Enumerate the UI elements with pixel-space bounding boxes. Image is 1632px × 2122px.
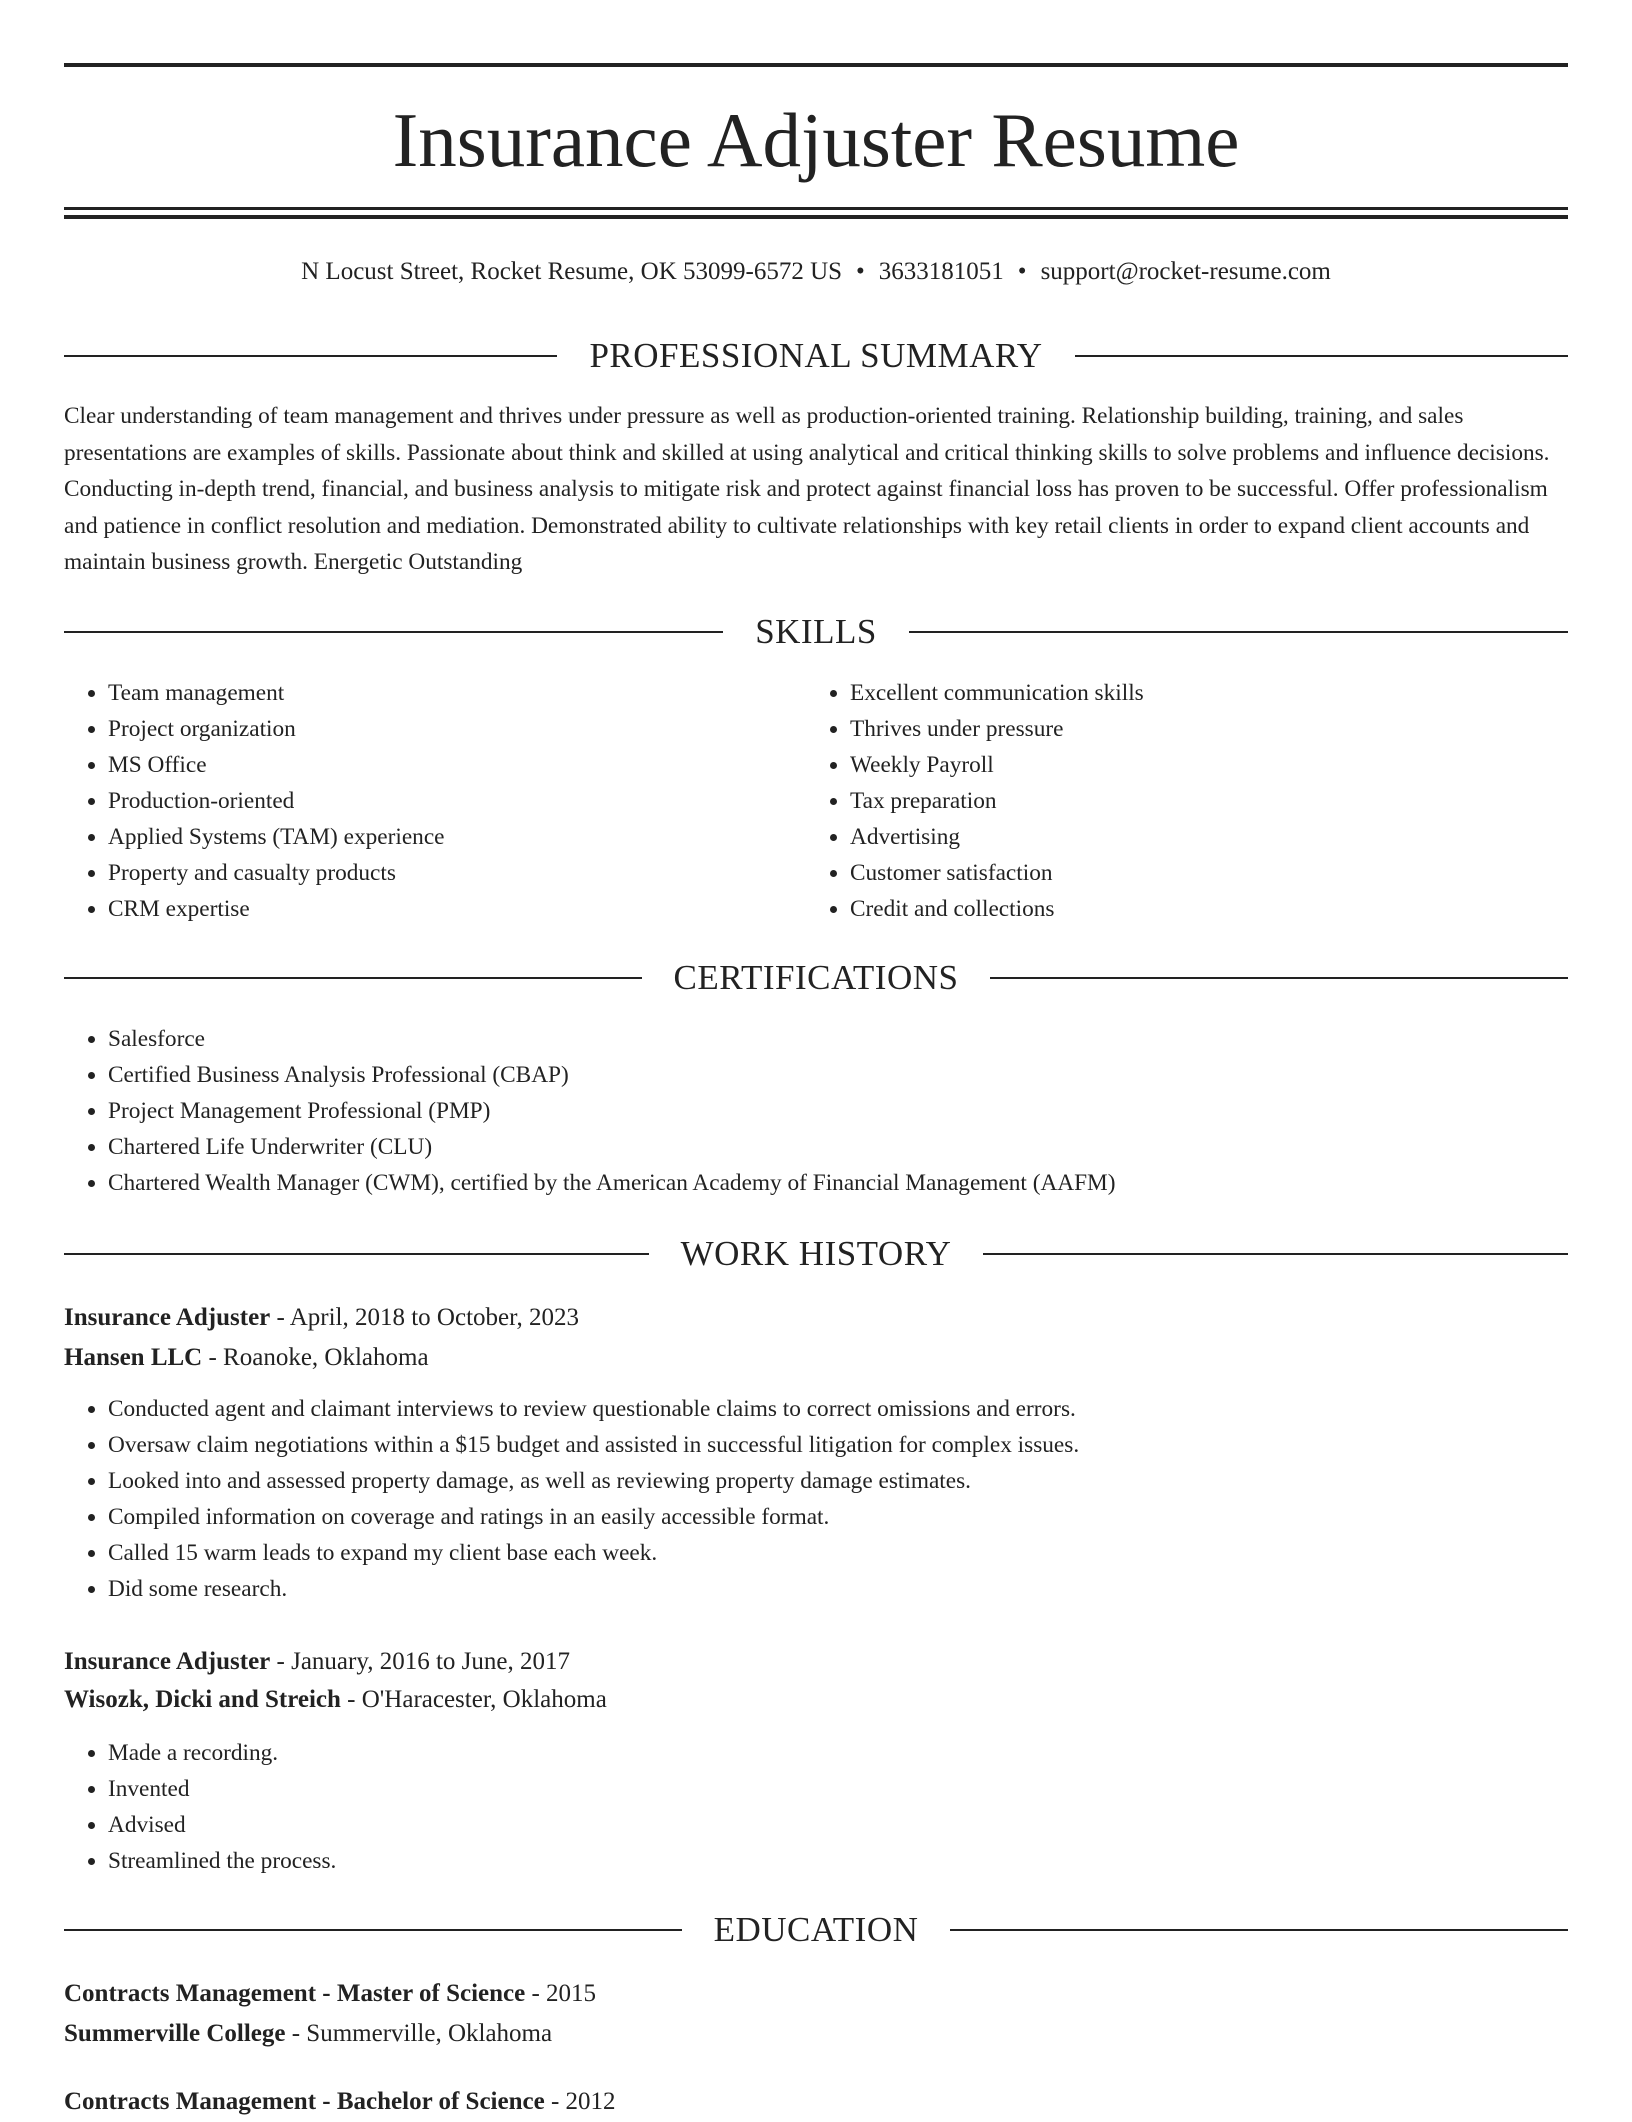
education-school: Summerville College <box>64 2020 286 2047</box>
section-title-summary: PROFESSIONAL SUMMARY <box>589 336 1043 375</box>
contact-address: N Locust Street, Rocket Resume, OK 53099-6572 US <box>301 258 843 285</box>
job-dates: - April, 2018 to October, 2023 <box>270 1304 579 1331</box>
section-heading-work-history <box>64 1232 1568 1276</box>
job-duty-item: • Made a recording. <box>108 1735 1568 1771</box>
header-double-rule-upper <box>64 207 1568 210</box>
certification-item: • Salesforce <box>108 1021 1568 1057</box>
job-title: Insurance Adjuster <box>64 1648 271 1675</box>
skill-item: • CRM expertise <box>108 891 764 927</box>
skill-item: • Team management <box>108 675 764 711</box>
education-location: - Summerville, Oklahoma <box>285 2020 553 2047</box>
job-duty-item: • Invented <box>108 1771 1568 1807</box>
section-rule-left <box>64 1929 682 1931</box>
skill-item: • Customer satisfaction <box>850 855 1506 891</box>
job-company: Hansen LLC <box>64 1344 203 1371</box>
section-rule-left <box>64 1253 649 1255</box>
job-duty-item: • Called 15 warm leads to expand my client base each week. <box>108 1535 1568 1571</box>
job-duty-item: • Did some research. <box>108 1571 1568 1607</box>
section-heading-certifications <box>64 956 1568 1000</box>
skill-item: • Weekly Payroll <box>850 747 1506 783</box>
job-duty-item: • Oversaw claim negotiations within a $15 budget and assisted in successful litigation for complex issues. <box>108 1427 1568 1463</box>
header-double-rule-lower <box>64 215 1568 219</box>
section-title-education: EDUCATION <box>713 1910 919 1949</box>
header-top-rule <box>64 63 1568 67</box>
education-degree: Contracts Management - Bachelor of Science <box>64 2088 545 2115</box>
job-duty-item: • Conducted agent and claimant interviews to review questionable claims to correct omissions and errors. <box>108 1391 1568 1427</box>
section-heading-skills <box>64 610 1568 654</box>
skill-item: • Credit and collections <box>850 891 1506 927</box>
section-rule-right <box>990 977 1568 979</box>
skills-column-left <box>64 675 764 927</box>
job-duties-list <box>64 1391 1568 1607</box>
section-rule-left <box>64 631 723 633</box>
contact-line <box>64 252 1568 292</box>
section-rule-right <box>1075 355 1568 357</box>
job-company: Wisozk, Dicki and Streich <box>64 1686 341 1713</box>
skill-item: • Excellent communication skills <box>850 675 1506 711</box>
job-company-line <box>64 1338 1568 1378</box>
job-location: - O'Haracester, Oklahoma <box>340 1686 607 1713</box>
job-duty-item: • Looked into and assessed property damage, as well as reviewing property damage estimates. <box>108 1463 1568 1499</box>
education-degree: Contracts Management - Master of Science <box>64 1980 526 2007</box>
certification-item: • Chartered Life Underwriter (CLU) <box>108 1129 1568 1165</box>
contact-phone: 3633181051 <box>878 258 1004 285</box>
skill-item: • Property and casualty products <box>108 855 764 891</box>
education-school-line <box>64 2014 1568 2054</box>
section-rule-right <box>983 1253 1568 1255</box>
certifications-list <box>64 1021 1568 1201</box>
job-duties-block <box>64 1391 1568 1607</box>
contact-separator: • <box>1017 258 1027 285</box>
section-rule-left <box>64 355 557 357</box>
skill-item: • Thrives under pressure <box>850 711 1506 747</box>
skill-item: • MS Office <box>108 747 764 783</box>
section-rule-right <box>909 631 1568 633</box>
certification-item: • Certified Business Analysis Professional (CBAP) <box>108 1057 1568 1093</box>
skill-item: • Project organization <box>108 711 764 747</box>
certifications-block <box>64 1021 1568 1201</box>
certification-item: • Project Management Professional (PMP) <box>108 1093 1568 1129</box>
section-rule-right <box>950 1929 1568 1931</box>
education-degree-line <box>64 2082 1568 2122</box>
job-duty-item: • Advised <box>108 1807 1568 1843</box>
education-year: - 2012 <box>544 2088 616 2115</box>
skills-column-right <box>806 675 1506 927</box>
skills-list-right <box>806 675 1506 927</box>
skills-list-left <box>64 675 764 927</box>
contact-separator: • <box>856 258 865 285</box>
job-duty-item: • Compiled information on coverage and ratings in an easily accessible format. <box>108 1499 1568 1535</box>
section-title-certifications: CERTIFICATIONS <box>673 958 959 997</box>
contact-email[interactable]: support@rocket-resume.com <box>1040 258 1331 285</box>
education-year: - 2015 <box>525 1980 597 2007</box>
job-duties-block <box>64 1735 1568 1879</box>
section-title-skills: SKILLS <box>755 612 877 651</box>
skill-item: • Applied Systems (TAM) experience <box>108 819 764 855</box>
job-title: Insurance Adjuster <box>64 1304 271 1331</box>
job-dates: - January, 2016 to June, 2017 <box>270 1648 570 1675</box>
job-location: - Roanoke, Oklahoma <box>202 1344 429 1371</box>
section-title-work-history: WORK HISTORY <box>680 1234 952 1273</box>
skill-item: • Tax preparation <box>850 783 1506 819</box>
summary-paragraph: Clear understanding of team management and thrives under pressure as well as production-oriented training. Relationship building, training, and sales presentations are examples of skills. Passionate about think and skilled at using analytical and critical thinking skills to solve problems and influence decisions. Conducting in-depth trend, financial, and business analysis to mitigate risk and protect against financial loss has proven to be successful. Offer professionalism and patience in conflict resolution and mediation. Demonstrated ability to cultivate relationships with key retail clients in order to expand client accounts and maintain business growth. Energetic Outstanding <box>64 403 1550 575</box>
resume-title: Insurance Adjuster Resume <box>392 97 1240 183</box>
job-title-line <box>64 1642 1568 1682</box>
education-degree-line <box>64 1974 1568 2014</box>
job-company-line <box>64 1680 1568 1720</box>
job-duty-item: • Streamlined the process. <box>108 1843 1568 1879</box>
certification-item: • Chartered Wealth Manager (CWM), certified by the American Academy of Financial Management (AAFM) <box>108 1165 1568 1201</box>
section-heading-education <box>64 1908 1568 1952</box>
job-title-line <box>64 1298 1568 1338</box>
skill-item: • Advertising <box>850 819 1506 855</box>
job-duties-list <box>64 1735 1568 1879</box>
section-rule-left <box>64 977 642 979</box>
skill-item: • Production-oriented <box>108 783 764 819</box>
section-heading-summary <box>64 334 1568 378</box>
